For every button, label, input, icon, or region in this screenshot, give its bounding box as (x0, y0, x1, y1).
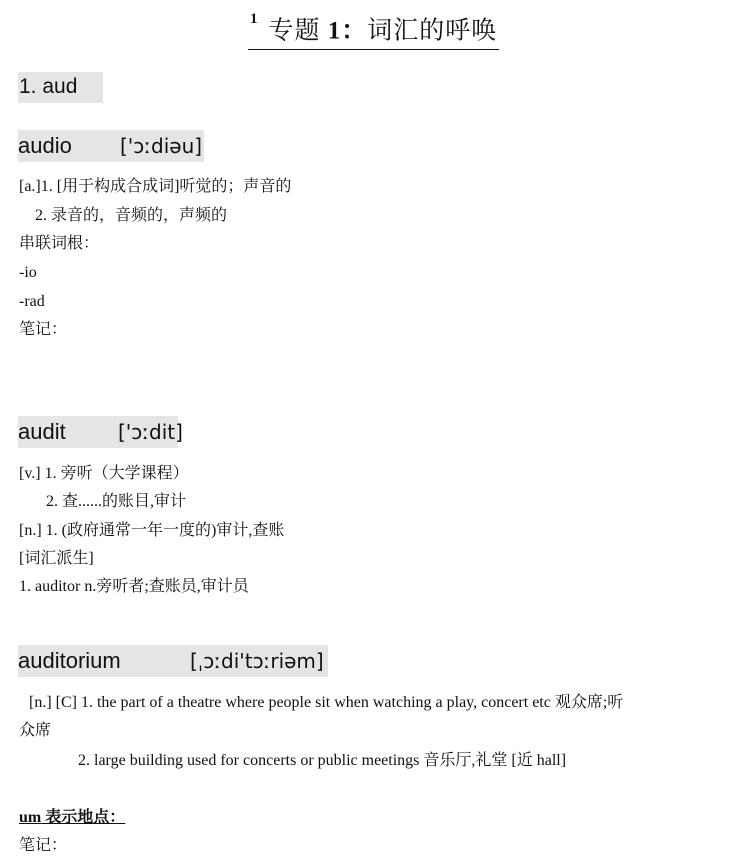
entry-word: auditorium (18, 645, 186, 677)
title-footnote-number: 1 (250, 11, 259, 27)
entry-audio-def-1: [a.]1. [用于构成合成词]听觉的；声音的 (19, 178, 292, 195)
entry-audit-def-3: [n.] 1. (政府通常一年一度的)审计,查账 (19, 522, 285, 539)
suffix-um-text: 表示地点： (41, 809, 126, 826)
entry-word: audio (18, 130, 116, 162)
notes-label: 笔记： (19, 837, 68, 854)
entry-phonetic: ['ɔːdit] (114, 416, 178, 448)
entry-auditorium-def-1-cont: 众席 (19, 722, 52, 739)
page-title (248, 8, 499, 50)
title-text: 词汇的呼唤 (367, 17, 498, 45)
entry-phonetic: ['ɔːdiəu] (116, 130, 204, 162)
entry-audio-def-2: 2. 录音的，音频的，声频的 (35, 207, 228, 224)
suffix-um-label: um (19, 809, 42, 826)
entry-word: audit (18, 416, 114, 448)
entry-audio-heading (18, 130, 204, 162)
entry-audit-def-1: [v.] 1. 旁听（大学课程） (19, 465, 189, 482)
entry-audio-notes: 笔记： (19, 321, 68, 338)
entry-phonetic: [ˌɔːdi'tɔːriəm] (186, 645, 328, 677)
entry-auditorium-heading (18, 645, 328, 677)
entry-audit-derived-1: 1. auditor n.旁听者;查账员,审计员 (19, 578, 249, 595)
entry-audio-roots-label: 串联词根： (19, 235, 100, 252)
entry-audit-def-2: 2. 查......的账目,审计 (46, 493, 187, 510)
entry-audio-root-2: -rad (19, 293, 45, 310)
entry-auditorium-def-2: 2. large building used for concerts or public meetings 音乐厅,礼堂 [近 hall] (78, 752, 567, 769)
entry-auditorium-def-1: [n.] [C] 1. the part of a theatre where people sit when watching a play, concert etc 观众席;听 (29, 694, 624, 711)
title-number: 1： (327, 17, 368, 45)
title-prefix: 专题 (268, 17, 321, 45)
section-heading: 1. aud (18, 72, 103, 103)
entry-audio-root-1: -io (19, 264, 37, 281)
suffix-um-line (19, 808, 125, 828)
entry-audit-heading (18, 416, 183, 448)
entry-audit-derived-label: [词汇派生] (19, 550, 94, 567)
